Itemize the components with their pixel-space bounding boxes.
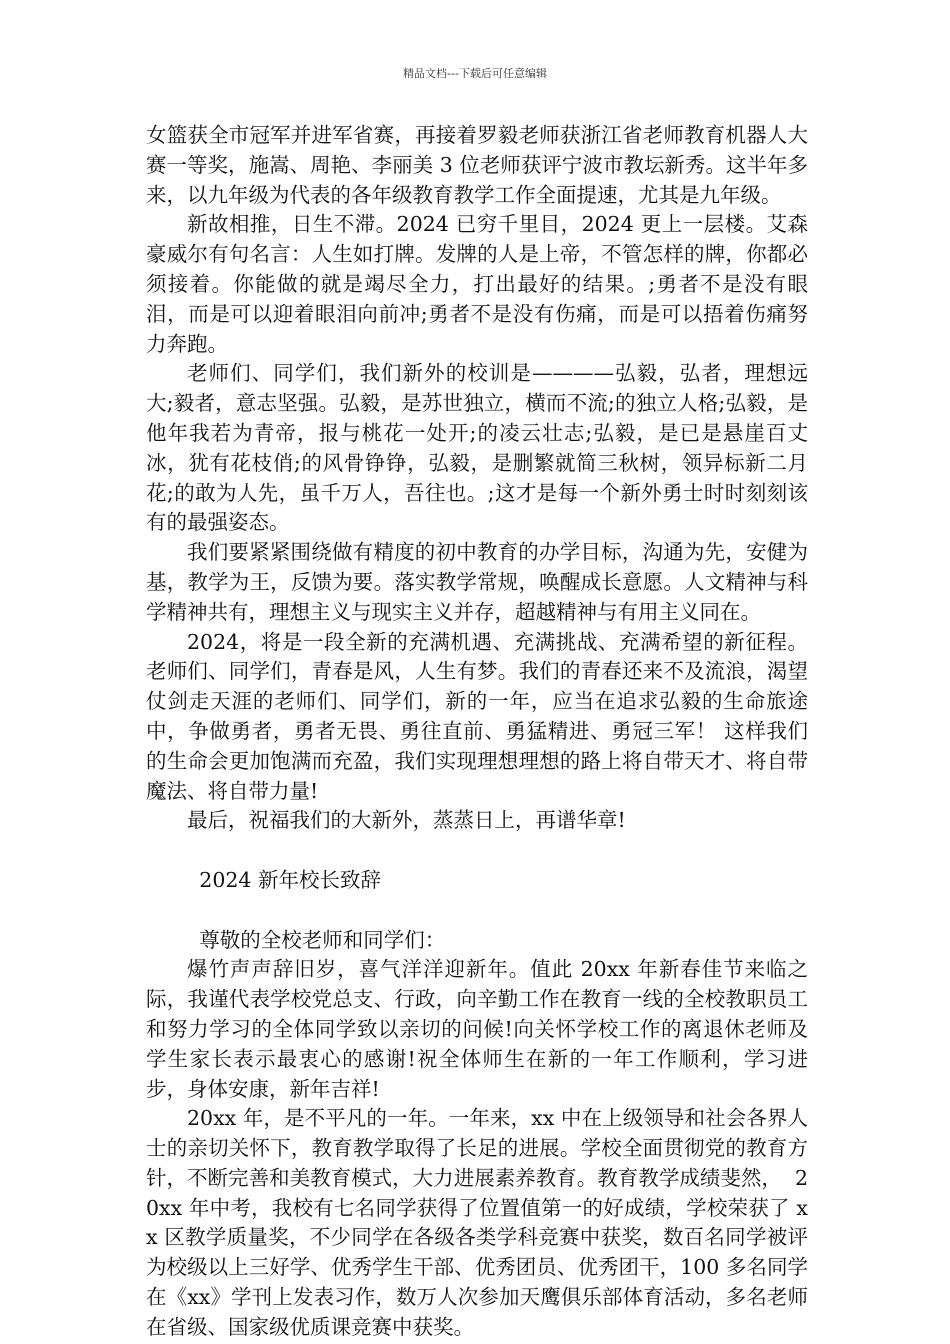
paragraph: 2024，将是一段全新的充满机遇、充满挑战、充满希望的新征程。老师们、同学们，青春是风，人生有梦。我们的青春还来不及流浪，渴望仗剑走天涯的老师们、同学们，新的一年，应当在追求弘毅的生命旅途中，争做勇者，勇者无畏、勇往直前、勇猛精进、勇冠三军！ 这样我们的生命会更加饱满而充盈，我们实现理想理想的路上将自带天才、将自带魔法、将自带力量! — [146, 629, 808, 803]
closing-paragraph: 最后，祝福我们的大新外，蒸蒸日上，再谱华章! — [187, 808, 626, 833]
paragraph: 女篮获全市冠军并进军省赛，再接着罗毅老师获浙江省老师教育机器人大赛一等奖，施嵩、周艳、李丽美 3 位老师获评宁波市教坛新秀。这半年多来，以九年级为代表的各年级教育教学工作全面提速，尤其是九年级。 — [146, 123, 808, 207]
greeting: 尊敬的全校老师和同学们： — [199, 927, 446, 952]
section-title: 2024 新年校长致辞 — [199, 867, 381, 892]
paragraph: 新故相推，日生不滞。2024 已穷千里目，2024 更上一层楼。艾森豪威尔有句名言：人生如打牌。发牌的人是上帝，不管怎样的牌，你都必须接着。你能做的就是竭尽全力，打出最好的结果。;勇者不是没有眼泪，而是可以迎着眼泪向前冲;勇者不是没有伤痛，而是可以捂着伤痛努力奔跑。 — [146, 212, 808, 356]
paragraph: 爆竹声声辞旧岁，喜气洋洋迎新年。值此 20xx 年新春佳节来临之际，我谨代表学校党总支、行政，向辛勤工作在教育一线的全校教职员工和努力学习的全体同学致以亲切的问候!向关怀学校工作的离退休老师及学生家长表示最衷心的感谢!祝全体师生在新的一年工作顺利，学习进步，身体安康，新年吉祥! — [146, 957, 808, 1101]
paragraph: 老师们、同学们，我们新外的校训是————弘毅，弘者，理想远大;毅者，意志坚强。弘毅，是苏世独立，横而不流;的独立人格;弘毅，是他年我若为青帝，报与桃花一处开;的凌云壮志;弘毅，是已是悬崖百丈冰，犹有花枝俏;的风骨铮铮，弘毅，是删繁就简三秋树，领异标新二月花;的敢为人先，虽千万人，吾往也。;这才是每一个新外勇士时时刻刻该有的最强姿态。 — [146, 361, 808, 535]
paragraph: 我们要紧紧围绕做有精度的初中教育的办学目标，沟通为先，安健为基，教学为王，反馈为要。落实教学常规，唤醒成长意愿。人文精神与科学精神共有，理想主义与现实主义并存，超越精神与有用主义同在。 — [146, 540, 808, 624]
paragraph: 20xx 年，是不平凡的一年。一年来，xx 中在上级领导和社会各界人士的亲切关怀下，教育教学取得了长足的进展。学校全面贯彻党的教育方针，不断完善和美教育模式，大力进展素养教育。教育教学成绩斐然， 20xx 年中考，我校有七名同学获得了位置值第一的好成绩，学校荣获了 xx 区教学质量奖，不少同学在各级各类学科竞赛中获奖，数百名同学被评为校级以上三好学、优秀学生干部、优秀团员、优秀团干，100 多名同学在《xx》学刊上发表习作，数万人次参加天鹰俱乐部体育活动，多名老师在省级、国家级优质课竞赛中获奖。 — [146, 1106, 808, 1339]
page-header: 精品文档---下载后可任意编辑 — [403, 67, 547, 80]
document-body — [146, 121, 808, 1343]
